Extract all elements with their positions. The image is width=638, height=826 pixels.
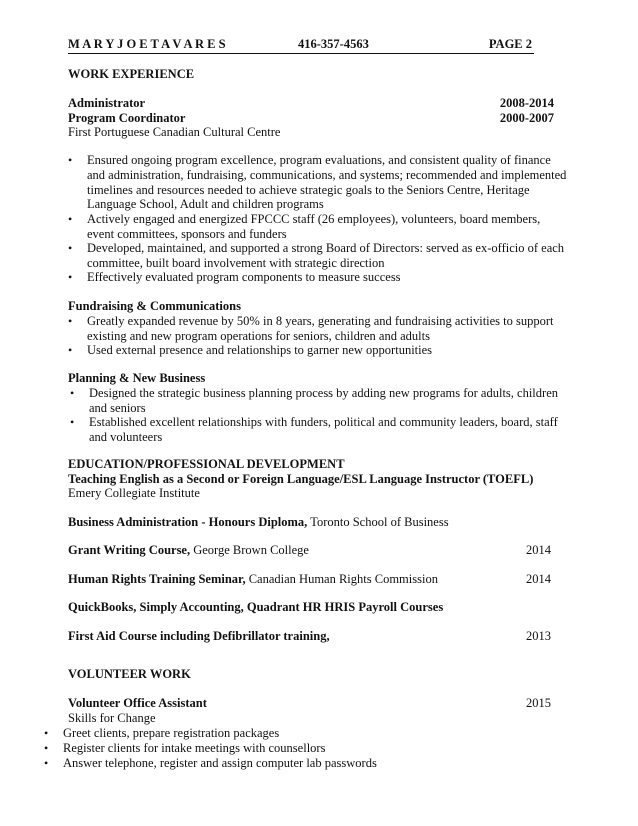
- first-aid-year: 2013: [526, 629, 551, 643]
- job-title-row-2: [68, 111, 554, 126]
- first-aid-entry: [68, 629, 554, 644]
- grant-writing-course: Grant Writing Course,: [68, 543, 191, 557]
- tesl-school: Emery Collegiate Institute: [68, 486, 200, 500]
- list-item: • Ensured ongoing program excellence, program evaluations, and consistent quality of finance and administration, fundraising, communications, and systems; recommended and implemented timelines and resources needed to achieve strategic goals to the Seniors Centre, Heritage Language School, Adult and children programs: [68, 153, 567, 212]
- volunteer-title: Volunteer Office Assistant: [68, 696, 207, 710]
- human-rights-org: Canadian Human Rights Commission: [248, 572, 438, 586]
- bullet-icon: •: [68, 241, 73, 255]
- list-item: • Answer telephone, register and assign computer lab passwords: [44, 756, 377, 770]
- bullet-icon: •: [68, 212, 73, 226]
- page-header: [68, 37, 534, 54]
- employer-name: First Portuguese Canadian Cultural Centre: [68, 125, 281, 139]
- business-admin-school: Toronto School of Business: [310, 515, 449, 529]
- list-item: • Established excellent relationships with funders, political and community leaders, board, staff and volunteers: [70, 415, 558, 444]
- list-item: • Used external presence and relationships to garner new opportunities: [68, 343, 433, 357]
- work-experience-heading: WORK EXPERIENCE: [68, 67, 195, 81]
- bullet-icon: •: [44, 726, 49, 740]
- planning-heading: Planning & New Business: [68, 371, 206, 385]
- education-heading: EDUCATION/PROFESSIONAL DEVELOPMENT: [68, 457, 345, 471]
- volunteer-title-row: [68, 696, 554, 711]
- bullet-icon: •: [70, 386, 75, 400]
- header-phone: 416-357-4563: [298, 37, 369, 51]
- volunteer-year: 2015: [526, 696, 551, 710]
- payroll-courses: QuickBooks, Simply Accounting, Quadrant HR HRIS Payroll Courses: [68, 600, 444, 614]
- job-title-administrator: Administrator: [68, 96, 146, 110]
- grant-writing-entry: [68, 543, 554, 558]
- human-rights-seminar: Human Rights Training Seminar,: [68, 572, 246, 586]
- header-page-number: PAGE 2: [488, 37, 532, 51]
- bullet-icon: •: [68, 270, 73, 284]
- human-rights-year: 2014: [526, 572, 551, 586]
- bullet-icon: •: [70, 415, 75, 429]
- first-aid-course: First Aid Course including Defibrillator training,: [68, 629, 330, 643]
- grant-writing-school: George Brown College: [193, 543, 309, 557]
- bullet-icon: •: [68, 153, 73, 167]
- list-item: • Greet clients, prepare registration packages: [44, 726, 280, 740]
- list-item: • Effectively evaluated program components to measure success: [68, 270, 401, 284]
- fundraising-heading: Fundraising & Communications: [68, 299, 241, 313]
- header-name: M A R Y J O E T A V A R E S: [68, 37, 226, 51]
- grant-writing-year: 2014: [526, 543, 551, 557]
- list-item: • Designed the strategic business planning process by adding new programs for adults, children and seniors: [70, 386, 558, 415]
- list-item: • Actively engaged and energized FPCCC staff (26 employees), volunteers, board members, event committees, sponsors and funders: [68, 212, 541, 241]
- volunteer-heading: VOLUNTEER WORK: [68, 667, 191, 681]
- job-years-1: 2008-2014: [499, 96, 554, 110]
- bullet-icon: •: [68, 314, 73, 328]
- tesl-course: Teaching English as a Second or Foreign Language/ESL Language Instructor (TOEFL): [68, 472, 534, 486]
- business-admin-diploma: Business Administration - Honours Diploma,: [68, 515, 308, 529]
- list-item: • Register clients for intake meetings with counsellors: [44, 741, 326, 755]
- bullet-icon: •: [44, 741, 49, 755]
- bullet-icon: •: [68, 343, 73, 357]
- bullet-icon: •: [44, 756, 49, 770]
- volunteer-org: Skills for Change: [68, 711, 156, 725]
- list-item: • Greatly expanded revenue by 50% in 8 years, generating and fundraising activities to support existing and new program operations for seniors, children and adults: [68, 314, 554, 343]
- business-admin-entry: [68, 515, 449, 530]
- job-title-program-coordinator: Program Coordinator: [68, 111, 186, 125]
- human-rights-entry: [68, 572, 554, 587]
- job-title-row-1: [68, 96, 554, 111]
- job-years-2: 2000-2007: [499, 111, 554, 125]
- list-item: • Developed, maintained, and supported a strong Board of Directors: served as ex-officio of each committee, built board involvement with strategic direction: [68, 241, 565, 270]
